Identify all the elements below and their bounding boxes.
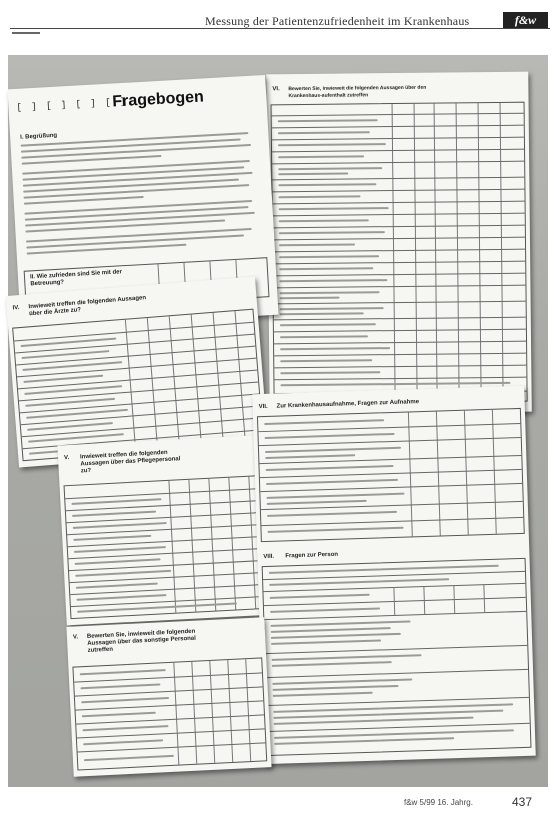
journal-reference: f&w 5/99 16. Jahrg. (404, 798, 473, 807)
questionnaire-sheet-left-lower (57, 435, 276, 626)
answer-grid (271, 102, 528, 405)
answer-grid-admission (257, 408, 525, 542)
answer-grid (64, 475, 273, 619)
header-rule (10, 28, 550, 29)
question-number: VII. (258, 403, 268, 411)
sub-question-number: VIII. (263, 553, 275, 561)
questionnaire-title: Fragebogen (111, 88, 205, 111)
questionnaire-sheet-right-lower (252, 386, 535, 764)
question-number: V. (63, 455, 70, 462)
journal-logo: f&w (503, 12, 548, 28)
question-heading: Inwieweit treffen die folgenden Aussagen über die Ärzte zu? (28, 295, 147, 318)
question-number: VI. (272, 86, 280, 93)
sub-question-heading: Fragen zur Person (285, 551, 339, 560)
question-heading: Zur Krankenhausaufnahme, Fragen zur Aufnahme (276, 399, 420, 410)
id-boxes: [ ] [ ] [ ] [ ] (16, 96, 128, 113)
questionnaire-sheet-right-top (266, 72, 532, 415)
answer-grid (72, 657, 267, 770)
page-number: 437 (512, 795, 533, 809)
questionnaire-sheet-bottom-left (66, 617, 271, 776)
question-heading: Bewerten Sie, inwieweit die folgenden Aussagen über das sonstige Personal zutreffen (86, 628, 197, 654)
question-number: V. (72, 634, 79, 641)
question-heading: Inwieweit treffen die folgenden Aussagen über das Pflegepersonal zu? (79, 449, 181, 475)
corner-mark (12, 32, 40, 34)
section-heading: I. Begrüßung (20, 132, 58, 141)
question-number: IV. (12, 305, 20, 312)
question-heading: Bewerten Sie, inwieweit die folgenden Aussagen über den Krankenhaus-aufenthalt zutreffen (288, 84, 427, 100)
answer-grid-person (262, 558, 532, 756)
section-heading-2: II. Wie zufrieden sind Sie mit der Betreuung? (29, 269, 123, 288)
page-header-title: Messung der Patientenzufriedenheit im Krankenhaus (205, 14, 470, 28)
